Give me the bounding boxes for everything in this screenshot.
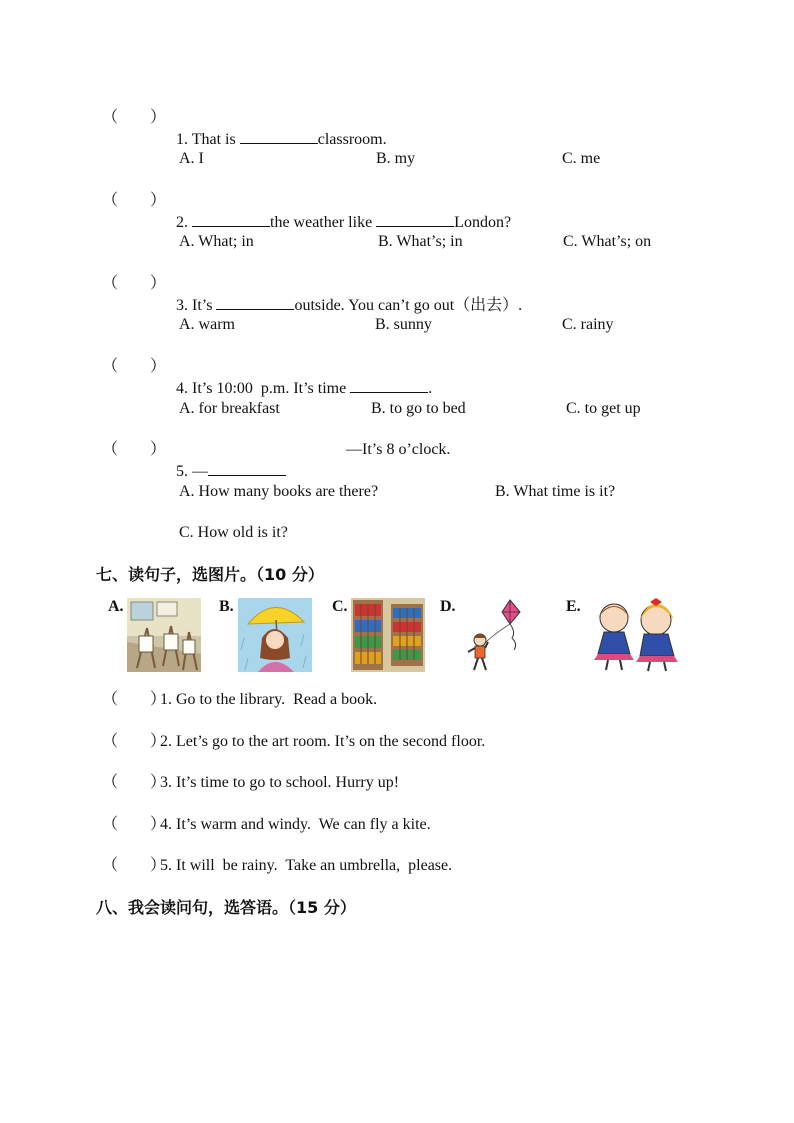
boy-flying-kite-icon <box>462 598 536 672</box>
option-b[interactable]: B. What time is it? <box>495 483 616 500</box>
fill-blank[interactable] <box>376 211 454 227</box>
question-number: 4. <box>176 380 188 397</box>
section-heading-8: 八、我会读问句，选答语。（15 分） <box>96 898 356 917</box>
picture-letter-e: E. <box>566 598 581 615</box>
option-b[interactable]: B. What’s; in <box>378 233 463 250</box>
picture-letter-c: C. <box>332 598 348 615</box>
answer-paren[interactable]: （ ） <box>102 441 167 458</box>
option-b[interactable]: B. my <box>376 150 416 167</box>
sentence-text: 1. Go to the library. Read a book. <box>160 691 378 708</box>
answer-paren[interactable]: （ ） <box>102 857 167 874</box>
question-text: . <box>428 380 433 397</box>
question-text: It’s <box>192 297 217 314</box>
option-a[interactable]: A. How many books are there? <box>179 483 379 500</box>
fill-blank[interactable] <box>192 211 270 227</box>
fill-blank[interactable] <box>208 460 286 476</box>
sentence-text: 4. It’s warm and windy. We can fly a kite. <box>160 816 431 833</box>
option-c[interactable]: C. What’s; on <box>563 233 652 250</box>
option-a[interactable]: A. I <box>179 150 204 167</box>
sentence-text: 5. It will be rainy. Take an umbrella, please. <box>160 857 453 874</box>
picture-letter-d: D. <box>440 598 456 615</box>
art-room-easels-icon <box>127 598 201 672</box>
answer-paren[interactable]: （ ） <box>102 816 167 833</box>
answer-paren[interactable]: （ ） <box>102 774 167 791</box>
option-b[interactable]: B. sunny <box>375 316 432 333</box>
option-c[interactable]: C. How old is it? <box>179 524 288 541</box>
girl-umbrella-rain-icon <box>238 598 312 672</box>
sentence-text: 3. It’s time to go to school. Hurry up! <box>160 774 400 791</box>
girls-going-to-school-icon <box>584 598 692 672</box>
question-text: London? <box>454 214 512 231</box>
question-text: classroom. <box>317 131 387 148</box>
question-text: —It’s 8 o’clock. <box>346 441 451 458</box>
question-number: 1. <box>176 131 188 148</box>
question-text: It’s 10:00 p.m. It’s time <box>192 380 351 397</box>
option-c[interactable]: C. rainy <box>562 316 614 333</box>
fill-blank[interactable] <box>216 294 294 310</box>
fill-blank[interactable] <box>350 377 428 393</box>
question-text: — <box>192 463 208 480</box>
answer-paren[interactable]: （ ） <box>102 275 167 292</box>
answer-paren[interactable]: （ ） <box>102 192 167 209</box>
option-b[interactable]: B. to go to bed <box>371 400 466 417</box>
option-a[interactable]: A. What; in <box>179 233 254 250</box>
question-text: outside. You can’t go out（出去）. <box>294 297 523 314</box>
library-bookshelves-icon <box>351 598 425 672</box>
question-number: 5. <box>176 463 188 480</box>
fill-blank[interactable] <box>240 128 318 144</box>
answer-paren[interactable]: （ ） <box>102 358 167 375</box>
section-heading-7: 七、读句子，选图片。（10 分） <box>96 565 324 584</box>
question-number: 3. <box>176 297 188 314</box>
picture-letter-a: A. <box>108 598 124 615</box>
question-number: 2. <box>176 214 188 231</box>
answer-paren[interactable]: （ ） <box>102 109 167 126</box>
option-a[interactable]: A. for breakfast <box>179 400 280 417</box>
answer-paren[interactable]: （ ） <box>102 733 167 750</box>
option-c[interactable]: C. me <box>562 150 601 167</box>
option-c[interactable]: C. to get up <box>566 400 641 417</box>
question-text: the weather like <box>270 214 377 231</box>
sentence-text: 2. Let’s go to the art room. It’s on the second floor. <box>160 733 486 750</box>
question-text: That is <box>191 131 240 148</box>
option-a[interactable]: A. warm <box>179 316 235 333</box>
answer-paren[interactable]: （ ） <box>102 691 167 708</box>
picture-letter-b: B. <box>219 598 234 615</box>
